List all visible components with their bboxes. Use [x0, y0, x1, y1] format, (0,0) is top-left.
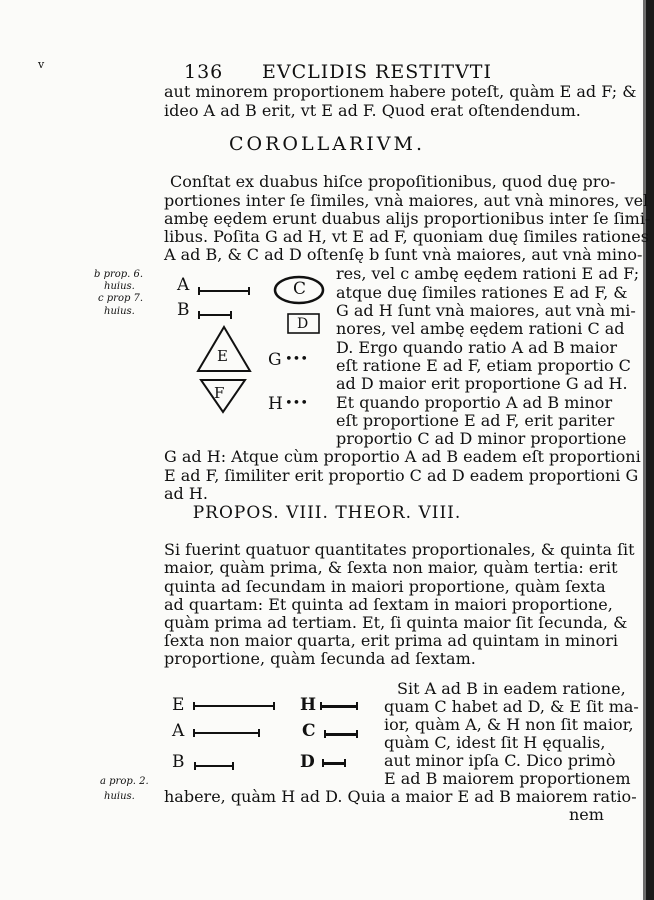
margin-note-c: c prop 7. [98, 293, 144, 304]
figure2-label-c: C [302, 721, 316, 741]
corollarium-wrap-3: G ad H ſunt vnà maiores, aut vnà mi- [336, 301, 636, 320]
segment2-e [193, 705, 275, 707]
propos-line-5: quàm prima ad tertiam. Et, ſi quinta maior ſit ſecunda, & [164, 613, 628, 632]
figure-label-d: D [297, 316, 309, 332]
propos-line-6: ſexta non maior quarta, erit prima ad quintam in minori [164, 631, 618, 650]
corollarium-line-4: libus. Poſita G ad H, vt E ad F, quoniam duę ſimiles rationes [164, 227, 649, 246]
segment2-c [324, 733, 358, 736]
margin-note-b: b prop. 6. [94, 269, 144, 280]
propos-line-1: Si fuerint quatuor quantitates proportionales, & quinta ſit [164, 540, 635, 559]
proof-last-line: nem [569, 805, 604, 824]
margin-note-c-huius: huius. [104, 306, 135, 317]
corollarium-wrap-5: D. Ergo quando ratio A ad B maior [336, 338, 617, 357]
corollarium-line-5: A ad B, & C ad D oſtenſę b ſunt vnà maiores, aut vnà mino- [164, 245, 643, 264]
segment2-a [193, 732, 260, 734]
propos-title: PROPOS. VIII. THEOR. VIII. [192, 503, 462, 523]
corollarium-wrap-2: atque duę ſimiles rationes E ad F, & [336, 283, 628, 302]
corollarium-wrap-6: eſt ratione E ad F, etiam proportio C [336, 356, 631, 375]
propos-line-3: quinta ad ſecundam in maiori proportione, quàm ſexta [164, 577, 606, 596]
proof-wrap-6: E ad B maiorem proportionem [384, 769, 631, 788]
corollarium-line-1: Conſtat ex duabus hiſce propoſitionibus, quod duę pro- [170, 172, 616, 191]
margin-note-a-huius: huius. [104, 791, 135, 802]
corollarium-line-2: portiones inter ſe ſimiles, vnà maiores, aut vnà minores, vel [164, 191, 649, 210]
proof-wrap-3: ior, quàm A, & H non ſit maior, [384, 715, 634, 734]
figure-g-dots: ••• [285, 352, 309, 367]
corollarium-wrap-10: proportio C ad D minor proportione [336, 429, 627, 448]
corollarium-line-3: ambę eędem erunt duabus alijs proportionibus inter ſe ſimi- [164, 209, 651, 228]
segment-a [198, 290, 250, 292]
figure-label-h: H [268, 394, 283, 414]
propos-line-7: proportione, quàm ſecunda ad ſextam. [164, 649, 476, 668]
segment2-h [320, 705, 358, 708]
figure-label-g: G [268, 350, 282, 370]
figure-label-e: E [217, 347, 228, 365]
segment-b [198, 314, 232, 316]
corollarium-wrap-8: Et quando proportio A ad B minor [336, 393, 613, 412]
corollarium-wrap-1: res, vel c ambę eędem rationi E ad F; [336, 264, 640, 283]
margin-note-a: a prop. 2. [100, 776, 149, 787]
corollarium-tail-1: G ad H: Atque cùm proportio A ad B eadem eſt proportioni [164, 447, 641, 466]
corollarium-wrap-4: nores, vel ambę eędem rationi C ad [336, 319, 625, 338]
segment2-b [194, 765, 234, 767]
figure-h-dots: ••• [285, 396, 309, 411]
proof-wrap-2: quam C habet ad D, & E ſit ma- [384, 697, 639, 716]
proof-wrap-4: quàm C, idest ſit H ęqualis, [384, 733, 606, 752]
corollarium-tail-3: ad H. [164, 484, 208, 503]
figure2-label-d: D [300, 752, 315, 772]
proof-wrap-5: aut minor ipſa C. Dico primò [384, 751, 616, 770]
proof-wrap-1: Sit A ad B in eadem ratione, [397, 679, 626, 698]
segment2-d [322, 762, 346, 765]
corollarium-wrap-9: eſt proportione E ad F, erit pariter [336, 411, 615, 430]
corollarium-tail-2: E ad F, ſimiliter erit proportio C ad D eadem proportioni G [164, 466, 639, 485]
figure-label-a: A [177, 275, 190, 295]
corner-mark: v [38, 58, 45, 71]
intro-line-2: ideo A ad B erit, vt E ad F. Quod erat oſtendendum. [164, 101, 581, 120]
figure-label-b: B [177, 300, 190, 320]
figure2-label-b: B [172, 752, 185, 772]
intro-line-1: aut minorem proportionem habere poteſt, quàm E ad F; & [164, 82, 637, 101]
proof-full-line: habere, quàm H ad D. Quia a maior E ad B maiorem ratio- [164, 787, 637, 806]
corollarium-wrap-7: ad D maior erit proportione G ad H. [336, 374, 628, 393]
figure-label-c: C [293, 279, 307, 299]
corollarium-title: COROLLARIVM. [229, 133, 425, 155]
figure-label-f: F [214, 384, 225, 402]
running-head: EVCLIDIS RESTITVTI [262, 61, 492, 83]
propos-line-4: ad quartam: Et quinta ad ſextam in maiori proportione, [164, 595, 613, 614]
margin-note-b-huius: huius. [104, 281, 135, 292]
page-number: 136 [184, 61, 224, 83]
figure2-label-e: E [172, 695, 185, 715]
figure2-label-h: H [300, 695, 317, 715]
propos-line-2: maior, quàm prima, & ſexta non maior, quàm tertia: erit [164, 558, 618, 577]
figure2-label-a: A [172, 721, 185, 741]
